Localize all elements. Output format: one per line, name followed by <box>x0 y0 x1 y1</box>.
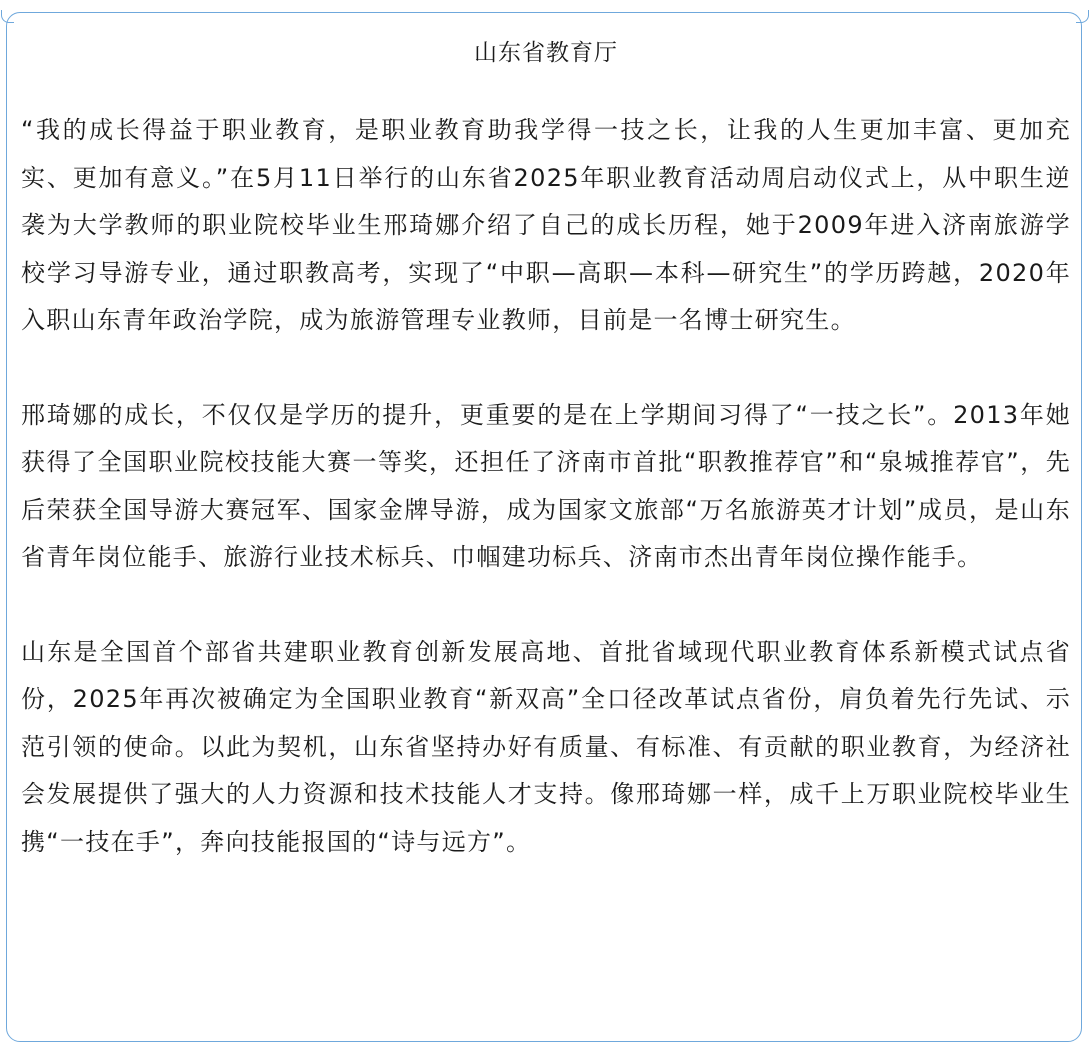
paragraph-1: “我的成长得益于职业教育，是职业教育助我学得一技之长，让我的人生更加丰富、更加充实、更加有意义。”在5月11日举行的山东省2025年职业教育活动周启动仪式上，从中职生逆袭为大学教师的职业院校毕业生邢琦娜介绍了自己的成长历程，她于2009年进入济南旅游学校学习导游专业，通过职教高考，实现了“中职—高职—本科—研究生”的学历跨越，2020年入职山东青年政治学院，成为旅游管理专业教师，目前是一名博士研究生。 <box>21 116 1071 334</box>
paragraph-3: 山东是全国首个部省共建职业教育创新发展高地、首批省域现代职业教育体系新模式试点省份，2025年再次被确定为全国职业教育“新双高”全口径改革试点省份，肩负着先行先试、示范引领的使命。以此为契机，山东省坚持办好有质量、有标准、有贡献的职业教育，为经济社会发展提供了强大的人力资源和技术技能人才支持。像邢琦娜一样，成千上万职业院校毕业生携“一技在手”，奔向技能报国的“诗与远方”。 <box>21 637 1071 856</box>
frame-corner-left <box>1 10 14 23</box>
article-source: 山东省教育厅 <box>474 40 618 66</box>
article-body <box>21 30 1071 913</box>
paragraph-2: 邢琦娜的成长，不仅仅是学历的提升，更重要的是在上学期间习得了“一技之长”。2013年她获得了全国职业院校技能大赛一等奖，还担任了济南市首批“职教推荐官”和“泉城推荐官”，先后荣获全国导游大赛冠军、国家金牌导游，成为国家文旅部“万名旅游英才计划”成员，是山东省青年岗位能手、旅游行业技术标兵、巾帼建功标兵、济南市杰出青年岗位操作能手。 <box>21 400 1071 571</box>
frame-corner-right <box>1076 10 1089 23</box>
